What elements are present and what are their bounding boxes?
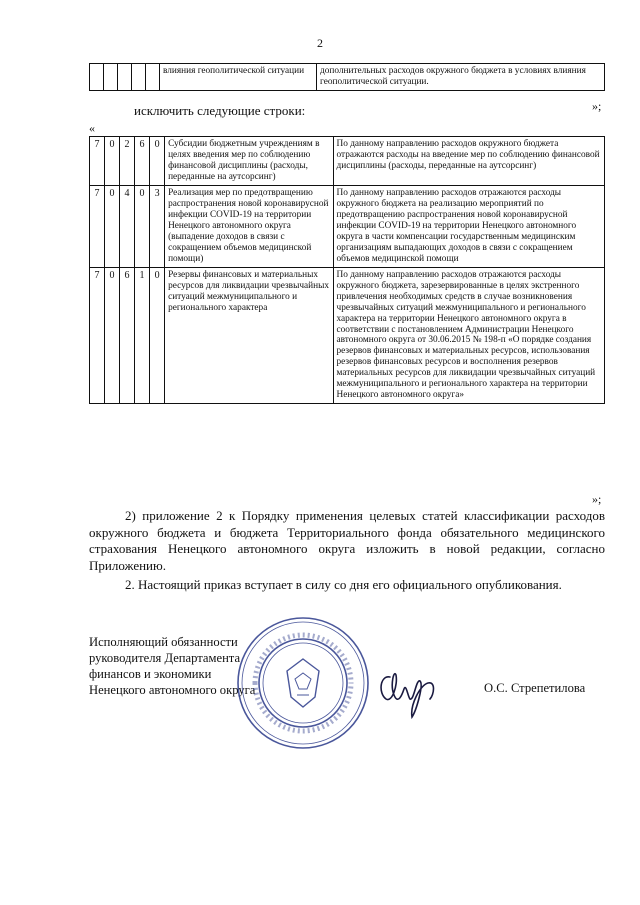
table-row bbox=[90, 137, 605, 186]
code-cell bbox=[146, 64, 160, 91]
code-cell: 1 bbox=[135, 267, 150, 404]
signatory-block bbox=[89, 634, 255, 698]
code-cell: 0 bbox=[135, 185, 150, 267]
description-cell: По данному направлению расходов отражаются расходы окружного бюджета, зарезервированные в целях экстренного привлечения необходимых средств в случае возникновения чрезвычайных ситуаций межмуниципального и регионального характера на территории Ненецкого автономного округа в соответствии с постановлением Администрации Ненецкого автономного округа от 30.06.2015 № 198-п «О порядке создания резервов финансовых и материальных ресурсов, использования резервов финансовых ресурсов и восполнения резервов материальных ресурсов для ликвидации чрезвычайных ситуаций межмуниципального и регионального характера на территории Ненецкого автономного округа» bbox=[333, 267, 604, 404]
name-cell: влияния геополитической ситуации bbox=[160, 64, 317, 91]
closing-quote: »; bbox=[592, 99, 602, 113]
description-cell: По данному направлению расходов окружного бюджета отражаются расходы на введение мер по соблюдению финансовой дисциплины (расходы, переданные на аутсорсинг) bbox=[333, 137, 604, 186]
closing-quote: »; bbox=[592, 492, 602, 506]
code-cell: 3 bbox=[150, 185, 165, 267]
code-cell: 0 bbox=[150, 267, 165, 404]
code-cell: 7 bbox=[90, 137, 105, 186]
code-cell: 0 bbox=[105, 185, 120, 267]
table-row bbox=[90, 185, 605, 267]
signatory-line: финансов и экономики bbox=[89, 667, 212, 682]
description-cell: дополнительных расходов окружного бюджета в условиях влияния геополитической ситуации. bbox=[317, 64, 605, 91]
code-cell bbox=[90, 64, 104, 91]
name-cell: Субсидии бюджетным учреждениям в целях введения мер по соблюдению финансовой дисциплины (расходы, переданные на аутсорсинг) bbox=[165, 137, 333, 186]
lead-text: исключить следующие строки: bbox=[134, 103, 306, 118]
name-cell: Резервы финансовых и материальных ресурсов для ликвидации чрезвычайных ситуаций межмуниципального и регионального характера bbox=[165, 267, 333, 404]
code-cell: 0 bbox=[105, 137, 120, 186]
code-cell bbox=[132, 64, 146, 91]
code-cell: 2 bbox=[120, 137, 135, 186]
name-cell: Реализация мер по предотвращению распространения новой коронавирусной инфекции COVID-19 на территории Ненецкого автономного округа (выпадение доходов в связи с сокращением объемов медицинской помощи) bbox=[165, 185, 333, 267]
signatory-line: Ненецкого автономного округа bbox=[89, 683, 256, 698]
handwritten-signature bbox=[372, 655, 452, 725]
signatory-line: руководителя Департамента bbox=[89, 651, 241, 666]
page-number: 2 bbox=[317, 36, 323, 50]
paragraph-enactment: 2. Настоящий приказ вступает в силу со дня его официального опубликования. bbox=[125, 577, 562, 592]
code-cell: 7 bbox=[90, 267, 105, 404]
signer-name: О.С. Стрепетилова bbox=[484, 681, 586, 695]
code-cell: 0 bbox=[150, 137, 165, 186]
code-cell: 7 bbox=[90, 185, 105, 267]
code-cell: 4 bbox=[120, 185, 135, 267]
table-row bbox=[90, 64, 605, 91]
description-cell: По данному направлению расходов отражаются расходы окружного бюджета на реализацию мероприятий по предотвращению распространения новой коронавирусной инфекции COVID-19 на территории Ненецкого автономного округа в части компенсации государственным медицинским организациям выпадающих доходов в связи с сокращением объемов медицинской помощи bbox=[333, 185, 604, 267]
code-cell bbox=[118, 64, 132, 91]
signatory-line: Исполняющий обязанности bbox=[89, 635, 238, 649]
code-cell: 6 bbox=[120, 267, 135, 404]
opening-quote: « bbox=[89, 121, 95, 135]
excluded-rows-table bbox=[89, 136, 605, 404]
paragraph-item-2: 2) приложение 2 к Порядку применения целевых статей классификации расходов окружного бюджета и бюджета Территориального фонда обязательного медицинского страхования Ненецкого автономного округа изложить в новой редакции, согласно Приложению. bbox=[89, 508, 605, 573]
continued-table bbox=[89, 63, 605, 91]
table-row bbox=[90, 267, 605, 404]
official-seal-stamp bbox=[235, 615, 371, 751]
code-cell: 6 bbox=[135, 137, 150, 186]
code-cell bbox=[104, 64, 118, 91]
code-cell: 0 bbox=[105, 267, 120, 404]
